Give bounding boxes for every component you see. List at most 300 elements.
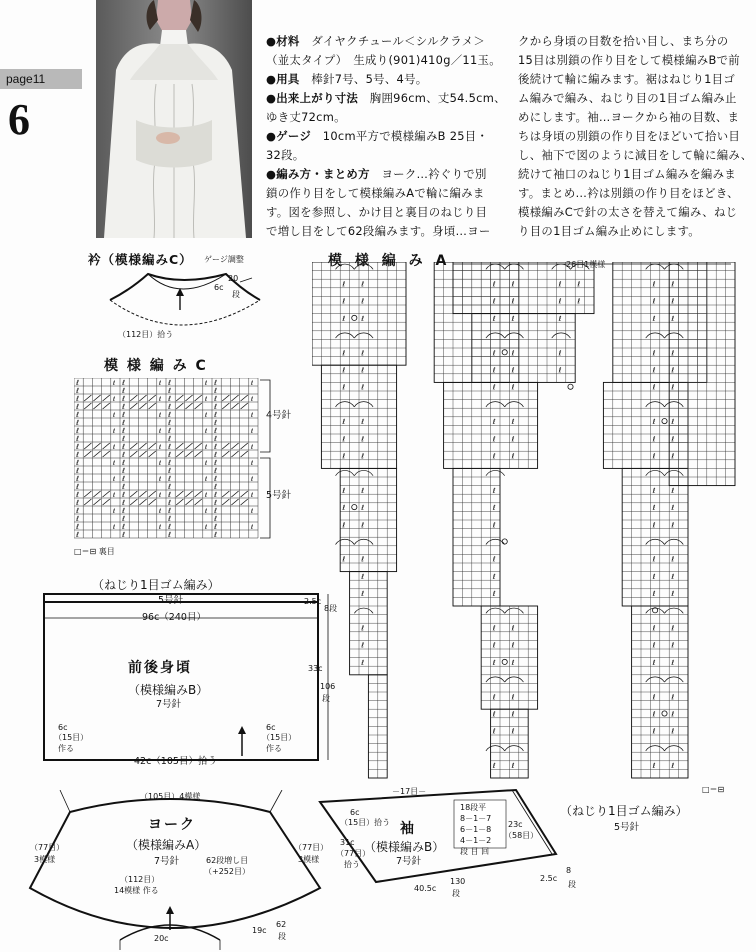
body-left-gusset-make: 作る (58, 744, 74, 753)
instruction-line (266, 108, 506, 127)
svg-text:ℓ: ℓ (342, 504, 346, 513)
svg-text:ℓ: ℓ (511, 418, 515, 427)
svg-text:ℓ: ℓ (158, 476, 162, 483)
svg-text:ℓ: ℓ (492, 297, 496, 306)
svg-text:ℓ: ℓ (558, 297, 562, 306)
svg-text:ℓ: ℓ (671, 452, 675, 461)
yoke-neck-width: 20c (154, 934, 169, 943)
svg-text:ℓ: ℓ (652, 624, 656, 633)
yoke-left-count: （77目） (30, 843, 65, 852)
svg-text:ℓ: ℓ (76, 411, 80, 419)
svg-text:ℓ: ℓ (652, 572, 656, 581)
svg-text:ℓ: ℓ (671, 383, 675, 392)
instruction-text: ヨーク…衿ぐりで別 (369, 167, 487, 181)
sleeve-diagram (316, 786, 576, 896)
svg-text:ℓ: ℓ (214, 467, 218, 475)
svg-text:ℓ: ℓ (158, 428, 162, 435)
svg-text:ℓ: ℓ (122, 443, 126, 451)
svg-text:ℓ: ℓ (671, 314, 675, 323)
svg-text:ℓ: ℓ (158, 444, 162, 451)
instructions-col1 (266, 32, 506, 241)
svg-text:ℓ: ℓ (112, 476, 116, 483)
svg-text:ℓ: ℓ (214, 475, 218, 483)
svg-text:ℓ: ℓ (671, 572, 675, 581)
svg-text:ℓ: ℓ (342, 349, 346, 358)
sleeve-name: 袖 (400, 821, 416, 837)
instructions-col2 (518, 32, 753, 241)
body-right-gusset: 6c (266, 723, 276, 732)
svg-text:ℓ: ℓ (168, 483, 172, 491)
svg-text:ℓ: ℓ (158, 524, 162, 531)
svg-text:ℓ: ℓ (76, 475, 80, 483)
body-rows: 106 (320, 682, 336, 691)
svg-text:ℓ: ℓ (168, 379, 172, 387)
instruction-line: す。まとめ…衿は別鎖の作り目をほどき、 (518, 186, 739, 200)
yoke-increase-count: （+252目） (204, 867, 250, 876)
svg-text:ℓ: ℓ (204, 460, 208, 467)
svg-text:ℓ: ℓ (168, 475, 172, 483)
body-rib-height: 2.5c (304, 597, 322, 606)
instruction-line (266, 165, 506, 184)
svg-text:ℓ: ℓ (671, 727, 675, 736)
svg-text:ℓ: ℓ (671, 590, 675, 599)
svg-text:ℓ: ℓ (652, 555, 656, 564)
svg-text:ℓ: ℓ (158, 396, 162, 403)
svg-text:ℓ: ℓ (511, 624, 515, 633)
instruction-line: ちは身頃の別鎖の作り目をほどいて拾い目 (518, 129, 741, 143)
chart-c-needle-4: 4号針 (266, 410, 292, 421)
svg-text:ℓ: ℓ (168, 507, 172, 515)
instruction-line (266, 203, 506, 222)
svg-text:ℓ: ℓ (492, 555, 496, 564)
svg-text:ℓ: ℓ (214, 523, 218, 531)
collar-note: ゲージ調整 (204, 255, 244, 264)
svg-text:ℓ: ℓ (204, 444, 208, 451)
svg-text:ℓ: ℓ (214, 435, 218, 443)
svg-text:ℓ: ℓ (214, 411, 218, 419)
svg-text:ℓ: ℓ (652, 366, 656, 375)
svg-text:ℓ: ℓ (671, 486, 675, 495)
instruction-text: 鎖の作り目をして模様編みAで輪に編みま (266, 186, 485, 200)
yoke-depth-rows: 62 (276, 920, 287, 929)
svg-text:ℓ: ℓ (361, 486, 365, 495)
sleeve-dec-row: 段 目 回 (460, 847, 490, 856)
sleeve-dec-row: 4－1－2 (460, 836, 492, 845)
svg-text:ℓ: ℓ (342, 435, 346, 444)
instruction-line (266, 51, 506, 70)
svg-text:ℓ: ℓ (122, 531, 126, 539)
svg-text:ℓ: ℓ (361, 658, 365, 667)
svg-text:ℓ: ℓ (76, 379, 80, 387)
svg-text:ℓ: ℓ (168, 411, 172, 419)
collar-width: 6c (214, 283, 224, 292)
svg-text:ℓ: ℓ (122, 475, 126, 483)
instruction-line: 続けて袖口のねじり1目ゴム編みを編みま (518, 167, 736, 181)
svg-text:ℓ: ℓ (577, 280, 581, 289)
sleeve-dec-row: 8－1－7 (460, 814, 492, 823)
svg-text:ℓ: ℓ (511, 710, 515, 719)
svg-text:ℓ: ℓ (511, 762, 515, 771)
svg-text:ℓ: ℓ (168, 419, 172, 427)
svg-text:ℓ: ℓ (112, 460, 116, 467)
svg-text:ℓ: ℓ (361, 504, 365, 513)
sleeve-upper-pickup: 拾う (344, 860, 360, 869)
svg-text:ℓ: ℓ (76, 459, 80, 467)
svg-text:ℓ: ℓ (361, 641, 365, 650)
yoke-name: ヨーク (148, 817, 196, 833)
body-needle: 7号針 (156, 699, 182, 710)
yoke-pattern: （模様編みA） (126, 838, 207, 852)
svg-text:ℓ: ℓ (671, 297, 675, 306)
svg-text:ℓ: ℓ (214, 395, 218, 403)
sleeve-cuff-count: （58目） (504, 831, 539, 840)
svg-text:ℓ: ℓ (492, 624, 496, 633)
instruction-line: 15目は別鎖の作り目をして模様編みBで前 (518, 53, 740, 67)
instruction-line: 模様編みCで針の太さを替えて編み、ねじ (518, 205, 738, 219)
sleeve-cuff-rows: 8 (566, 866, 572, 875)
svg-text:ℓ: ℓ (168, 387, 172, 395)
svg-text:ℓ: ℓ (76, 499, 80, 507)
model-photo (96, 0, 252, 238)
svg-text:ℓ: ℓ (511, 641, 515, 650)
svg-text:ℓ: ℓ (511, 366, 515, 375)
svg-text:ℓ: ℓ (342, 486, 346, 495)
svg-text:ℓ: ℓ (250, 444, 254, 451)
svg-text:ℓ: ℓ (671, 280, 675, 289)
svg-text:ℓ: ℓ (652, 504, 656, 513)
svg-text:ℓ: ℓ (671, 762, 675, 771)
svg-text:ℓ: ℓ (492, 435, 496, 444)
svg-text:ℓ: ℓ (214, 515, 218, 523)
svg-text:ℓ: ℓ (250, 508, 254, 515)
svg-text:ℓ: ℓ (652, 641, 656, 650)
instruction-line: ム編みで編み、ねじり目の1目ゴム編み止 (518, 91, 737, 105)
svg-text:ℓ: ℓ (342, 314, 346, 323)
sleeve-dec-table (460, 802, 491, 857)
svg-text:ℓ: ℓ (671, 521, 675, 530)
svg-text:ℓ: ℓ (671, 418, 675, 427)
svg-text:ℓ: ℓ (671, 435, 675, 444)
sleeve-gusset-pickup: （15目）拾う (340, 818, 391, 827)
svg-text:ℓ: ℓ (361, 521, 365, 530)
svg-text:ℓ: ℓ (168, 427, 172, 435)
yoke-neck-rep: 14模様 作る (114, 886, 159, 895)
body-ribbing-label: （ねじり1目ゴム編み） (92, 578, 220, 592)
svg-text:ℓ: ℓ (492, 280, 496, 289)
svg-text:ℓ: ℓ (204, 428, 208, 435)
svg-text:ℓ: ℓ (76, 419, 80, 427)
svg-text:ℓ: ℓ (214, 491, 218, 499)
svg-text:ℓ: ℓ (168, 443, 172, 451)
svg-text:ℓ: ℓ (342, 366, 346, 375)
svg-text:ℓ: ℓ (204, 380, 208, 387)
svg-text:ℓ: ℓ (361, 435, 365, 444)
yoke-left-rep: 3模様 (34, 855, 56, 864)
yoke-depth: 19c (252, 926, 267, 935)
svg-text:ℓ: ℓ (168, 531, 172, 539)
svg-text:ℓ: ℓ (168, 403, 172, 411)
sleeve-upper: 31c (340, 838, 355, 847)
svg-text:ℓ: ℓ (250, 412, 254, 419)
svg-text:ℓ: ℓ (214, 443, 218, 451)
svg-text:ℓ: ℓ (652, 521, 656, 530)
svg-text:ℓ: ℓ (652, 710, 656, 719)
chart-c-title: 模 様 編 み C (104, 358, 208, 374)
svg-text:ℓ: ℓ (76, 531, 80, 539)
svg-text:ℓ: ℓ (122, 483, 126, 491)
body-right-gusset-count: （15目） (262, 733, 297, 742)
svg-text:ℓ: ℓ (511, 383, 515, 392)
svg-text:ℓ: ℓ (214, 403, 218, 411)
svg-text:ℓ: ℓ (76, 395, 80, 403)
svg-text:ℓ: ℓ (214, 507, 218, 515)
svg-text:ℓ: ℓ (558, 366, 562, 375)
svg-text:ℓ: ℓ (652, 297, 656, 306)
svg-text:ℓ: ℓ (168, 499, 172, 507)
svg-text:ℓ: ℓ (671, 555, 675, 564)
svg-text:ℓ: ℓ (361, 572, 365, 581)
sleeve-dec-row: 6－1－8 (460, 825, 492, 834)
svg-text:ℓ: ℓ (250, 476, 254, 483)
svg-text:ℓ: ℓ (76, 515, 80, 523)
svg-text:ℓ: ℓ (492, 727, 496, 736)
instruction-line (266, 184, 506, 203)
svg-text:ℓ: ℓ (361, 349, 365, 358)
svg-text:ℓ: ℓ (492, 452, 496, 461)
svg-text:ℓ: ℓ (112, 412, 116, 419)
svg-text:ℓ: ℓ (492, 762, 496, 771)
sleeve-top: －17目－ (392, 787, 427, 796)
svg-text:ℓ: ℓ (158, 460, 162, 467)
svg-text:ℓ: ℓ (250, 524, 254, 531)
svg-text:ℓ: ℓ (671, 624, 675, 633)
instruction-line (266, 127, 506, 146)
svg-text:ℓ: ℓ (204, 412, 208, 419)
svg-text:ℓ: ℓ (122, 419, 126, 427)
svg-text:ℓ: ℓ (158, 380, 162, 387)
yoke-increase: 62段増し目 (206, 856, 249, 865)
svg-text:ℓ: ℓ (214, 451, 218, 459)
svg-text:ℓ: ℓ (492, 590, 496, 599)
sleeve-dec-row: 18段平 (460, 803, 487, 812)
instruction-line: めにします。袖…ヨークから袖の目数、ま (518, 110, 740, 124)
svg-text:ℓ: ℓ (492, 658, 496, 667)
instruction-line (266, 70, 506, 89)
svg-text:ℓ: ℓ (158, 492, 162, 499)
svg-text:ℓ: ℓ (204, 476, 208, 483)
chart-c-needle-5: 5号針 (266, 490, 292, 501)
svg-text:ℓ: ℓ (511, 452, 515, 461)
svg-text:ℓ: ℓ (214, 387, 218, 395)
instruction-text: で増し目をして62段編みます。身頃…ヨー (266, 224, 491, 238)
svg-text:ℓ: ℓ (76, 443, 80, 451)
svg-text:ℓ: ℓ (671, 366, 675, 375)
svg-text:ℓ: ℓ (558, 314, 562, 323)
svg-text:ℓ: ℓ (492, 521, 496, 530)
svg-text:ℓ: ℓ (168, 467, 172, 475)
svg-text:ℓ: ℓ (671, 641, 675, 650)
svg-text:ℓ: ℓ (342, 297, 346, 306)
svg-text:ℓ: ℓ (250, 492, 254, 499)
svg-text:ℓ: ℓ (122, 491, 126, 499)
svg-text:ℓ: ℓ (652, 418, 656, 427)
collar-title: 衿（模様編みC） (88, 252, 193, 267)
svg-text:ℓ: ℓ (204, 524, 208, 531)
body-left-gusset-count: （15目） (54, 733, 89, 742)
body-needle-top: 5号針 (158, 595, 184, 606)
svg-text:ℓ: ℓ (492, 710, 496, 719)
instruction-line: クから身頃の目数を拾い目し、まち分の (518, 34, 729, 48)
collar-pickup: （112目）拾う (118, 330, 174, 339)
svg-text:ℓ: ℓ (214, 459, 218, 467)
svg-text:ℓ: ℓ (361, 297, 365, 306)
svg-text:ℓ: ℓ (577, 297, 581, 306)
svg-text:ℓ: ℓ (361, 452, 365, 461)
svg-text:ℓ: ℓ (511, 727, 515, 736)
svg-text:ℓ: ℓ (361, 366, 365, 375)
page-label: page11 (6, 72, 46, 86)
collar-rows: 20 (228, 274, 239, 283)
svg-text:ℓ: ℓ (671, 710, 675, 719)
sleeve-needle: 7号針 (396, 856, 422, 867)
svg-text:ℓ: ℓ (361, 624, 365, 633)
svg-text:ℓ: ℓ (652, 435, 656, 444)
svg-text:ℓ: ℓ (511, 435, 515, 444)
svg-text:ℓ: ℓ (492, 641, 496, 650)
instruction-text: 胸囲96cm、丈54.5cm、 (358, 91, 506, 105)
svg-text:ℓ: ℓ (168, 395, 172, 403)
svg-text:ℓ: ℓ (76, 523, 80, 531)
body-left-gusset: 6c (58, 723, 68, 732)
svg-text:ℓ: ℓ (76, 387, 80, 395)
svg-text:ℓ: ℓ (361, 555, 365, 564)
svg-text:ℓ: ℓ (652, 383, 656, 392)
yoke-depth-unit: 段 (278, 932, 286, 941)
instruction-text: ゆき丈72cm。 (266, 110, 346, 124)
svg-text:ℓ: ℓ (511, 349, 515, 358)
svg-text:ℓ: ℓ (652, 762, 656, 771)
svg-text:ℓ: ℓ (122, 499, 126, 507)
svg-text:ℓ: ℓ (168, 459, 172, 467)
yoke-right-count: （77目） (294, 843, 329, 852)
chart-a-title: 模 様 編 み A (328, 253, 451, 269)
svg-text:ℓ: ℓ (652, 280, 656, 289)
cuff-label: （ねじり1目ゴム編み） (560, 804, 688, 818)
instruction-line (266, 32, 506, 51)
sleeve-upper-count: （77目） (336, 849, 371, 858)
sleeve-length: 40.5c (414, 884, 437, 893)
sleeve-pattern: （模様編みB） (364, 840, 445, 854)
svg-text:ℓ: ℓ (76, 483, 80, 491)
instruction-text: す。図を参照し、かけ目と裏目のねじり目 (266, 205, 488, 219)
instruction-line (266, 89, 506, 108)
instruction-text: ダイヤクチュール＜シルクラメ＞ (299, 34, 486, 48)
instruction-text: 棒針7号、5号、4号。 (299, 72, 428, 86)
svg-text:ℓ: ℓ (250, 396, 254, 403)
svg-text:ℓ: ℓ (122, 395, 126, 403)
sleeve-gusset: 6c (350, 808, 360, 817)
svg-text:ℓ: ℓ (168, 491, 172, 499)
svg-text:ℓ: ℓ (76, 403, 80, 411)
svg-text:ℓ: ℓ (652, 590, 656, 599)
yoke-right-rep: 3模様 (298, 855, 320, 864)
svg-text:ℓ: ℓ (214, 379, 218, 387)
svg-text:ℓ: ℓ (122, 387, 126, 395)
svg-text:ℓ: ℓ (168, 451, 172, 459)
svg-text:ℓ: ℓ (214, 499, 218, 507)
chart-c-brackets (258, 378, 280, 540)
svg-text:ℓ: ℓ (511, 658, 515, 667)
instruction-line (266, 146, 506, 165)
svg-text:ℓ: ℓ (112, 396, 116, 403)
svg-text:ℓ: ℓ (492, 572, 496, 581)
svg-text:ℓ: ℓ (250, 428, 254, 435)
svg-text:ℓ: ℓ (652, 658, 656, 667)
instruction-text: 10cm平方で模様編みB 25目・ (311, 129, 489, 143)
svg-text:ℓ: ℓ (511, 693, 515, 702)
collar-rows-unit: 段 (232, 290, 240, 299)
svg-text:ℓ: ℓ (671, 658, 675, 667)
instruction-line: 後続けて輪に編みます。裾はねじり1目ゴ (518, 72, 736, 86)
svg-text:ℓ: ℓ (652, 349, 656, 358)
svg-text:ℓ: ℓ (492, 383, 496, 392)
svg-text:ℓ: ℓ (492, 349, 496, 358)
instruction-text: 32段。 (266, 148, 305, 162)
svg-text:ℓ: ℓ (511, 280, 515, 289)
svg-text:ℓ: ℓ (76, 491, 80, 499)
svg-text:ℓ: ℓ (122, 403, 126, 411)
chart-a-repeat: 26目1模様 (566, 260, 606, 269)
instruction-text: （並太タイプ） 生成り(901)410g／11玉。 (266, 53, 501, 67)
svg-text:ℓ: ℓ (112, 428, 116, 435)
svg-text:ℓ: ℓ (122, 379, 126, 387)
svg-text:ℓ: ℓ (671, 349, 675, 358)
svg-text:ℓ: ℓ (122, 507, 126, 515)
svg-text:ℓ: ℓ (361, 383, 365, 392)
svg-text:ℓ: ℓ (361, 418, 365, 427)
svg-text:ℓ: ℓ (250, 460, 254, 467)
svg-text:ℓ: ℓ (342, 383, 346, 392)
svg-text:ℓ: ℓ (204, 396, 208, 403)
svg-text:ℓ: ℓ (652, 727, 656, 736)
svg-text:ℓ: ℓ (361, 590, 365, 599)
svg-text:ℓ: ℓ (214, 419, 218, 427)
svg-text:ℓ: ℓ (342, 418, 346, 427)
svg-text:ℓ: ℓ (122, 427, 126, 435)
body-pattern: （模様編みB） (128, 683, 209, 697)
svg-text:ℓ: ℓ (342, 452, 346, 461)
svg-text:ℓ: ℓ (76, 435, 80, 443)
svg-text:ℓ: ℓ (158, 412, 162, 419)
svg-text:ℓ: ℓ (168, 515, 172, 523)
yoke-top: （105目）4模様 (140, 792, 201, 801)
body-rib-rows: 8段 (324, 604, 338, 613)
sleeve-cuff-width: 23c (508, 820, 523, 829)
chart-a-legend: □＝⊟ (702, 785, 725, 794)
svg-text:ℓ: ℓ (122, 411, 126, 419)
svg-text:ℓ: ℓ (558, 349, 562, 358)
body-bottom: 42c（105目）拾う (134, 756, 217, 767)
svg-text:ℓ: ℓ (492, 693, 496, 702)
svg-text:ℓ: ℓ (671, 504, 675, 513)
svg-text:ℓ: ℓ (158, 508, 162, 515)
pattern-number: 6 (8, 95, 30, 144)
svg-text:ℓ: ℓ (112, 380, 116, 387)
svg-text:ℓ: ℓ (492, 366, 496, 375)
chart-c-legend: □＝⊟ 裏目 (74, 547, 115, 556)
svg-text:ℓ: ℓ (511, 314, 515, 323)
svg-text:ℓ: ℓ (122, 435, 126, 443)
